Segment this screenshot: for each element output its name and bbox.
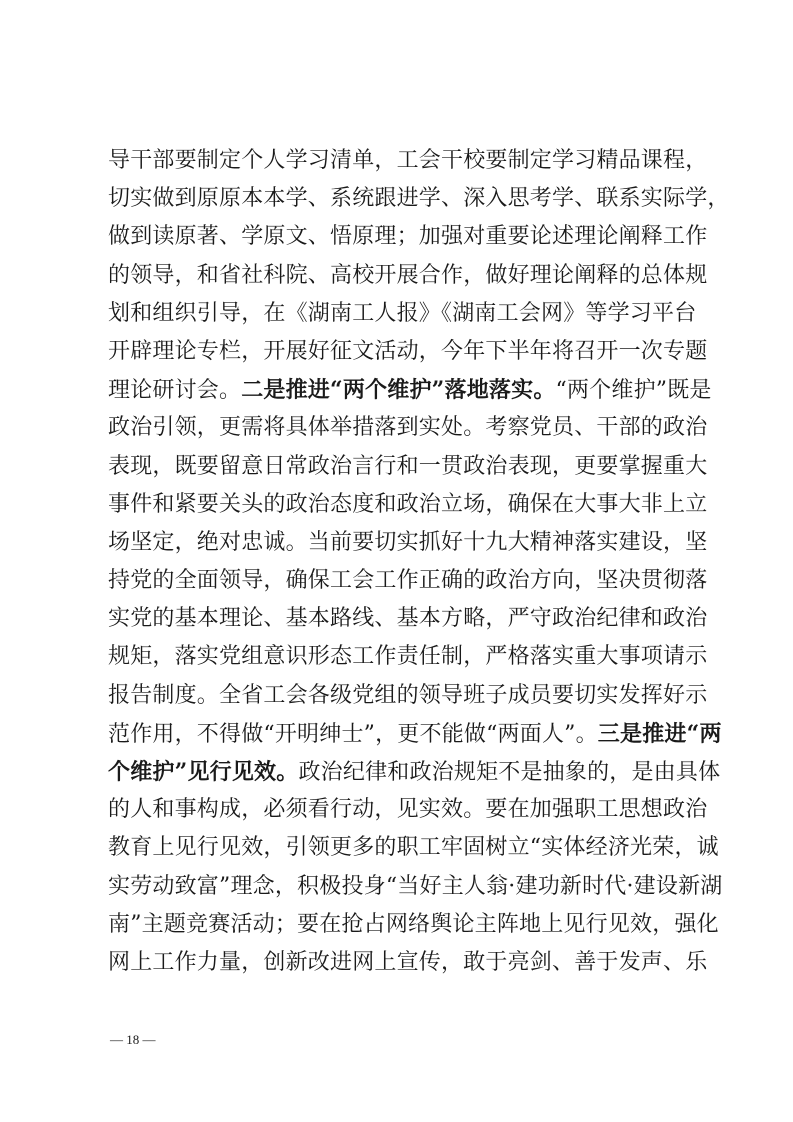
text-line: 南”主题竞赛活动；要在抢占网络舆论主阵地上见行见效，强化 <box>108 911 719 937</box>
text-line: 导干部要制定个人学习清单，工会干校要制定学习精品课程， <box>108 148 708 173</box>
section-heading-three-start: 三是推进“两 <box>597 720 722 747</box>
text-line: 理论研讨会。二是推进“两个维护”落地落实。“两个维护”既是 <box>108 377 712 404</box>
text-line: 网上工作力量，创新改进网上宣传，敢于亮剑、善于发声、乐 <box>108 949 708 975</box>
section-heading-two: 二是推进“两个维护”落地落实。 <box>241 377 556 404</box>
text-line: 政治引领，更需将具体举措落到实处。考察党员、干部的政治 <box>108 415 708 441</box>
text-line: 范作用，不得做“开明绅士”，更不能做“两面人”。三是推进“两 <box>108 720 722 747</box>
text-line: 切实做到原原本本学、系统跟进学、深入思考学、联系实际学， <box>108 186 730 212</box>
page-number: — 18 — <box>110 1032 156 1047</box>
body-text <box>108 142 730 982</box>
text-line: 个维护”见行见效。政治纪律和政治规矩不是抽象的，是由具体 <box>108 759 721 785</box>
text-line: 的领导，和省社科院、高校开展合作，做好理论阐释的总体规 <box>108 262 708 288</box>
text-line: 报告制度。全省工会各级党组的领导班子成员要切实发挥好示 <box>108 682 708 708</box>
section-heading-three-end: 个维护”见行见效。 <box>108 759 299 785</box>
text-line: 场坚定，绝对忠诚。当前要切实抓好十九大精神落实建设，坚 <box>108 529 708 555</box>
text-line: 做到读原著、学原文、悟原理；加强对重要论述理论阐释工作 <box>108 224 708 250</box>
text-line: 事件和紧要关头的政治态度和政治立场，确保在大事大非上立 <box>108 491 708 517</box>
text-line: 的人和事构成，必须看行动，见实效。要在加强职工思想政治 <box>108 797 708 823</box>
text-line: 实劳动致富”理念，积极投身“当好主人翁·建功新时代·建设新湖 <box>108 873 723 899</box>
text-line: 规矩，落实党组意识形态工作责任制，严格落实重大事项请示 <box>108 644 708 670</box>
text-line: 表现，既要留意日常政治言行和一贯政治表现，更要掌握重大 <box>108 453 708 479</box>
text-line: 划和组织引导，在《湖南工人报》《湖南工会网》等学习平台 <box>108 300 697 326</box>
text-line: 开辟理论专栏，开展好征文活动，今年下半年将召开一次专题 <box>108 338 708 364</box>
text-line: 实党的基本理论、基本路线、基本方略，严守政治纪律和政治 <box>108 606 708 632</box>
text-line: 持党的全面领导，确保工会工作正确的政治方向，坚决贯彻落 <box>108 568 708 594</box>
text-line: 教育上见行见效，引领更多的职工牢固树立“实体经济光荣，诚 <box>108 835 719 861</box>
